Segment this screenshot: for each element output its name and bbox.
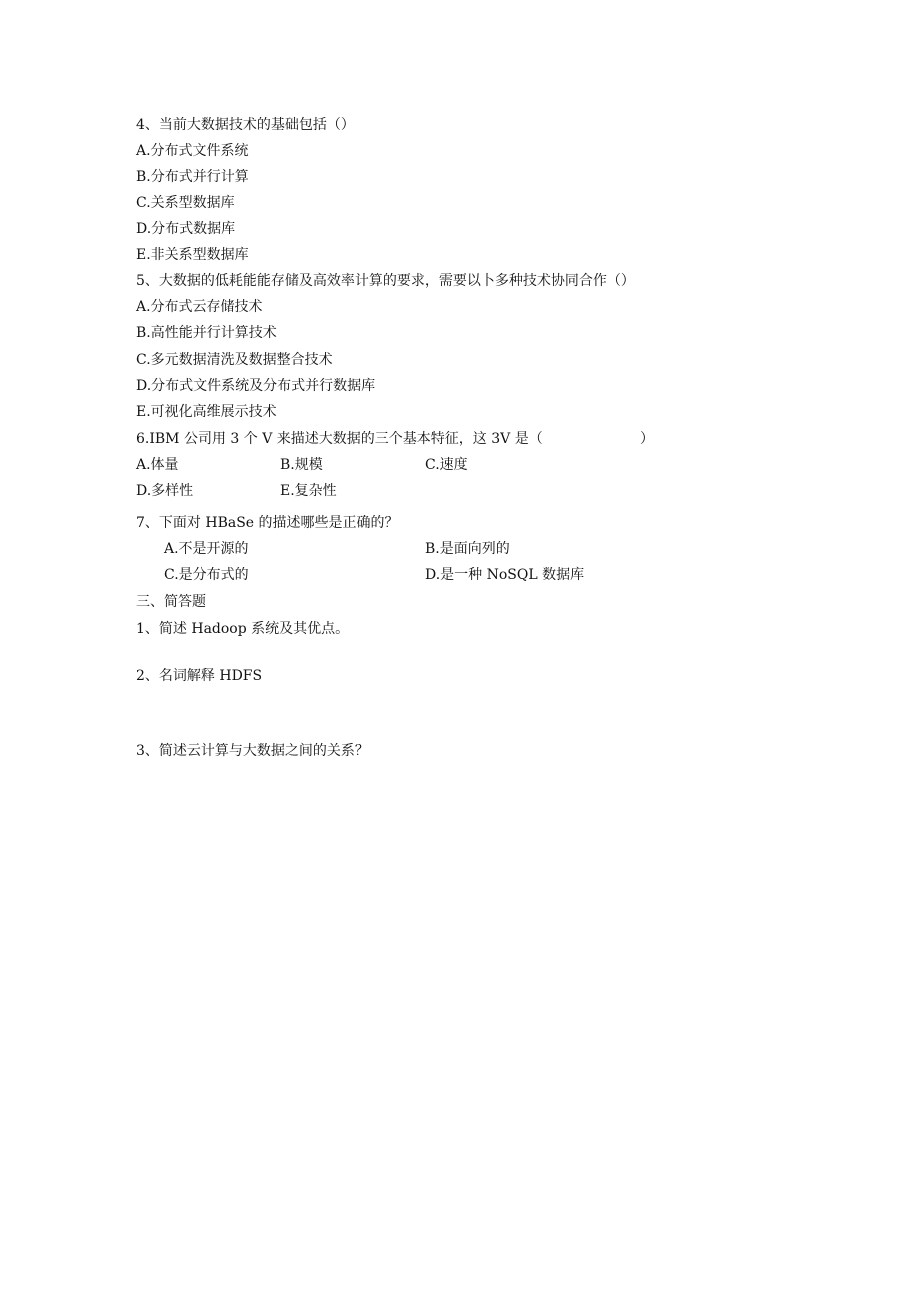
section3-q3: 3、简述云计算与大数据之间的关系？	[136, 743, 369, 759]
q6-option-d: D.多样性	[136, 483, 194, 499]
section3-title: 三、简答题	[136, 594, 206, 610]
q4-option-c: C.关系型数据库	[136, 195, 235, 211]
q6-option-c: C.速度	[425, 457, 468, 473]
q4-option-d: D.分布式数据库	[136, 221, 236, 237]
section3-q1: 1、简述 Hadoop 系统及其优点。	[136, 621, 350, 637]
q4-question: 4、当前大数据技术的基础包括（）	[136, 117, 355, 133]
q7-option-d: D.是一种 NoSQL 数据库	[425, 567, 585, 583]
q5-option-c: C.多元数据清洗及数据整合技术	[136, 352, 333, 368]
q5-option-b: B.高性能并行计算技术	[136, 325, 277, 341]
q7-option-b: B.是面向列的	[425, 541, 510, 557]
q5-option-d: D.分布式文件系统及分布式并行数据库	[136, 378, 376, 394]
q4-option-e: E.非关系型数据库	[136, 247, 249, 263]
q6-option-e: E.复杂性	[280, 483, 337, 499]
q6-option-a: A.体量	[136, 457, 179, 473]
q5-question: 5、大数据的低耗能能存储及高效率计算的要求，需要以卜多种技术协同合作（）	[136, 273, 635, 289]
q7-question: 7、下面对 HBaSe 的描述哪些是正确的？	[136, 515, 399, 531]
section3-q2: 2、名词解释 HDFS	[136, 668, 263, 684]
q5-option-e: E.可视化高维展示技术	[136, 404, 277, 420]
q7-option-c: C.是分布式的	[164, 567, 249, 583]
q5-option-a: A.分布式云存储技术	[136, 299, 263, 315]
q6-question: 6.IBM 公司用 3 个 V 来描述大数据的三个基本特征，这 3V 是（	[136, 431, 543, 447]
q7-option-a: A.不是开源的	[164, 541, 249, 557]
q6-close-paren: ）	[640, 431, 654, 447]
q4-option-a: A.分布式文件系统	[136, 143, 249, 159]
q4-option-b: B.分布式并行计算	[136, 169, 249, 185]
q6-option-b: B.规模	[280, 457, 323, 473]
